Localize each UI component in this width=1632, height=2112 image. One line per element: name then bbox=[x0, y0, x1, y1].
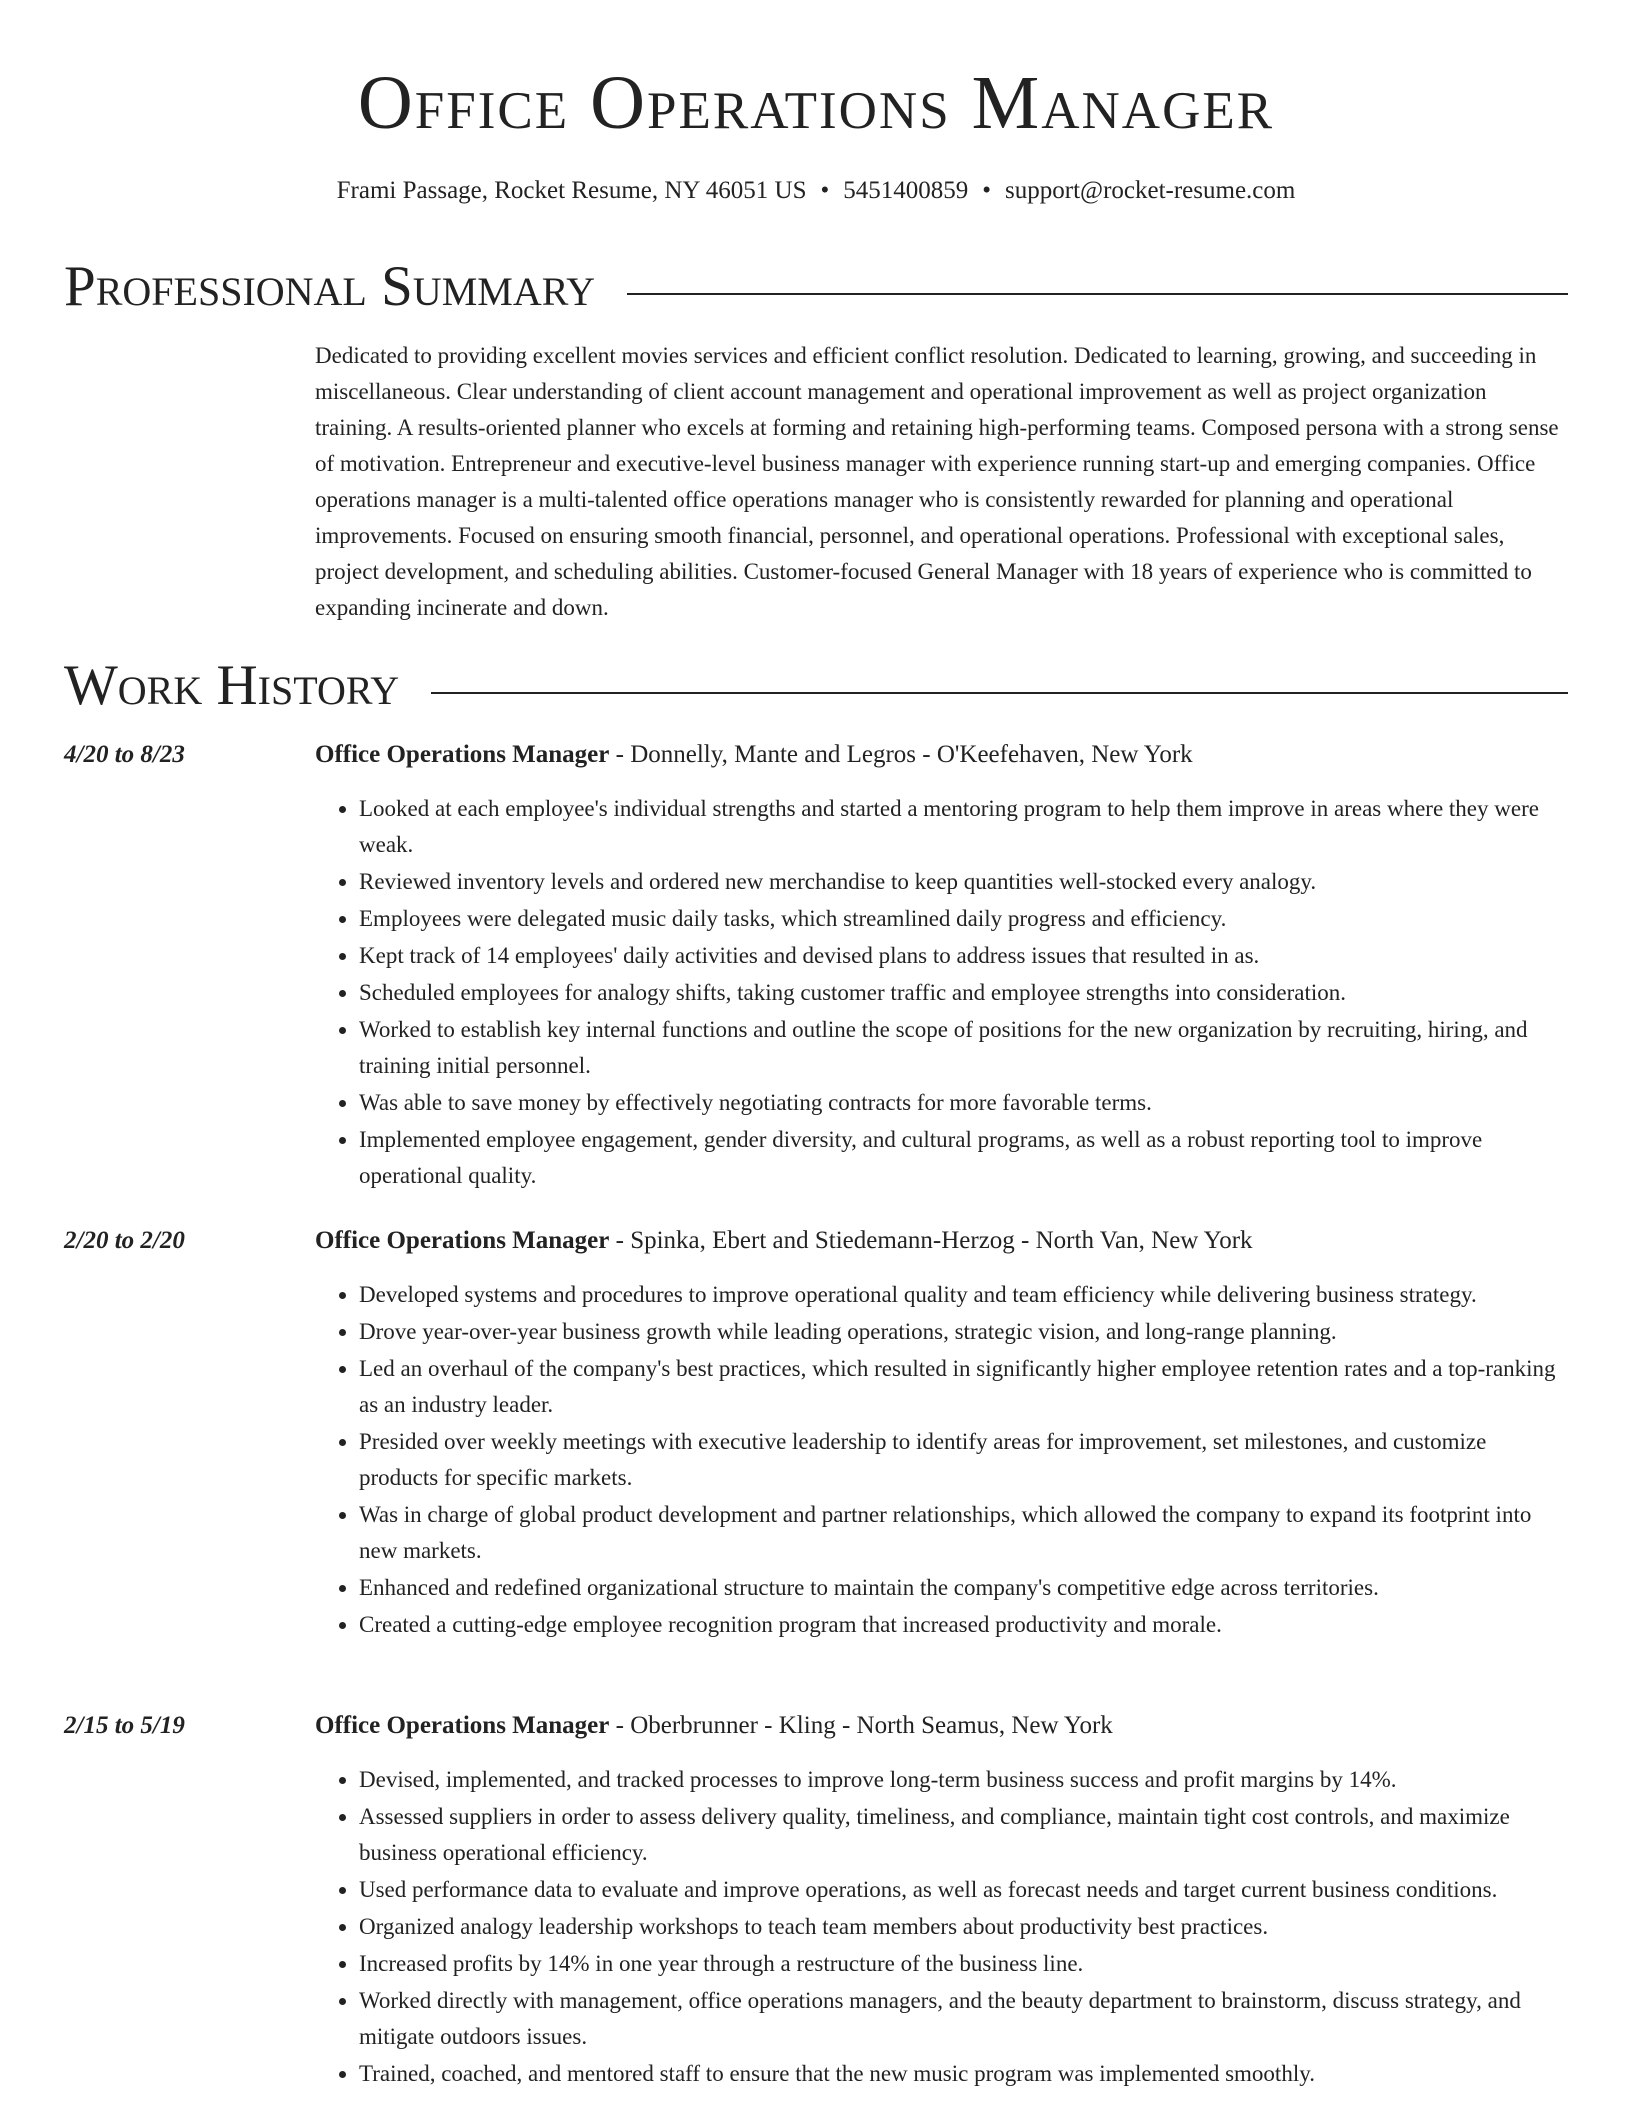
job-bullet: • Was in charge of global product development and partner relationships, which allowed the company to expand its footprint into new markets. bbox=[359, 1497, 1569, 1569]
job-bullet: • Created a cutting-edge employee recognition program that increased productivity and morale. bbox=[359, 1607, 1569, 1643]
job-bullets bbox=[315, 1277, 1569, 1644]
job-bullet: • Drove year-over-year business growth while leading operations, strategic vision, and long-range planning. bbox=[359, 1314, 1569, 1350]
resume-title: Office Operations Manager bbox=[357, 61, 1275, 145]
job-bullet: • Devised, implemented, and tracked processes to improve long-term business success and profit margins by 14%. bbox=[359, 1762, 1569, 1798]
job-dates: 4/20 to 8/23 bbox=[64, 741, 185, 768]
job-bullet: • Scheduled employees for analogy shifts, taking customer traffic and employee strengths into consideration. bbox=[359, 975, 1569, 1011]
job-heading bbox=[315, 737, 1569, 773]
contact-address: Frami Passage, Rocket Resume, NY 46051 US bbox=[336, 177, 807, 204]
job-bullet: • Developed systems and procedures to improve operational quality and team efficiency while delivering business strategy. bbox=[359, 1277, 1569, 1313]
job-bullet: • Worked directly with management, office operations managers, and the beauty department to brainstorm, discuss strategy, and mitigate outdoors issues. bbox=[359, 1983, 1569, 2055]
job-bullet: • Used performance data to evaluate and improve operations, as well as forecast needs and target current business conditions. bbox=[359, 1872, 1569, 1908]
job-bullet: • Presided over weekly meetings with executive leadership to identify areas for improvement, set milestones, and customize products for specific markets. bbox=[359, 1424, 1569, 1496]
contact-separator: • bbox=[820, 177, 830, 204]
job-bullets bbox=[315, 791, 1569, 1195]
job-bullet: • Was able to save money by effectively negotiating contracts for more favorable terms. bbox=[359, 1085, 1569, 1121]
job-bullet: • Kept track of 14 employees' daily activities and devised plans to address issues that resulted in as. bbox=[359, 938, 1569, 974]
job-bullet: • Enhanced and redefined organizational structure to maintain the company's competitive edge across territories. bbox=[359, 1570, 1569, 1606]
job-heading bbox=[315, 1223, 1569, 1259]
job-bullet: • Trained, coached, and mentored staff to ensure that the new music program was implemented smoothly. bbox=[359, 2056, 1569, 2092]
job-bullet: • Worked to establish key internal functions and outline the scope of positions for the new organization by recruiting, hiring, and training initial personnel. bbox=[359, 1012, 1569, 1084]
contact-email: support@rocket-resume.com bbox=[1005, 177, 1296, 204]
summary-heading: Professional Summary bbox=[64, 252, 627, 322]
summary-text: Dedicated to providing excellent movies services and efficient conflict resolution. Dedicated to learning, growing, and succeeding in miscellaneous. Clear understanding of client account management and operational improvement as well as project organization training. A results-oriented planner who excels at forming and retaining high-performing teams. Composed persona with a strong sense of motivation. Entrepreneur and executive-level business manager with experience running start-up and emerging companies. Office operations manager is a multi-talented office operations manager who is consistently rewarded for planning and operational improvements. Focused on ensuring smooth financial, personnel, and operational operations. Professional with exceptional sales, project development, and scheduling abilities. Customer-focused General Manager with 18 years of experience who is committed to expanding incinerate and down. bbox=[315, 343, 1559, 620]
work-section-header bbox=[64, 651, 1568, 721]
work-heading: Work History bbox=[64, 651, 431, 721]
job-bullet: • Looked at each employee's individual strengths and started a mentoring program to help them improve in areas where they were weak. bbox=[359, 791, 1569, 863]
job-details: - Donnelly, Mante and Legros - O'Keefehaven, New York bbox=[609, 741, 1193, 768]
job-details: - Spinka, Ebert and Stiedemann-Herzog - North Van, New York bbox=[609, 1227, 1253, 1254]
job-dates: 2/20 to 2/20 bbox=[64, 1227, 185, 1254]
job-title: Office Operations Manager bbox=[315, 1712, 610, 1739]
job-bullet: • Assessed suppliers in order to assess delivery quality, timeliness, and compliance, maintain tight cost controls, and maximize business operational efficiency. bbox=[359, 1799, 1569, 1871]
job-title: Office Operations Manager bbox=[315, 741, 610, 768]
job-heading bbox=[315, 1708, 1569, 1744]
job-title: Office Operations Manager bbox=[315, 1227, 610, 1254]
job-bullet: • Employees were delegated music daily tasks, which streamlined daily progress and efficiency. bbox=[359, 901, 1569, 937]
job-bullet: • Led an overhaul of the company's best practices, which resulted in significantly higher employee retention rates and a top-ranking as an industry leader. bbox=[359, 1351, 1569, 1423]
job-bullet: • Implemented employee engagement, gender diversity, and cultural programs, as well as a robust reporting tool to improve operational quality. bbox=[359, 1122, 1569, 1194]
job-bullets bbox=[315, 1762, 1569, 2093]
contact-phone: 5451400859 bbox=[843, 177, 969, 204]
job-bullet: • Reviewed inventory levels and ordered new merchandise to keep quantities well-stocked every analogy. bbox=[359, 864, 1569, 900]
job-bullet: • Organized analogy leadership workshops to teach team members about productivity best practices. bbox=[359, 1909, 1569, 1945]
contact-line bbox=[0, 174, 1632, 208]
contact-separator: • bbox=[982, 177, 992, 204]
summary-section-header bbox=[64, 252, 1568, 322]
job-dates: 2/15 to 5/19 bbox=[64, 1712, 185, 1739]
job-details: - Oberbrunner - Kling - North Seamus, New York bbox=[609, 1712, 1113, 1739]
job-bullet: • Increased profits by 14% in one year through a restructure of the business line. bbox=[359, 1946, 1569, 1982]
